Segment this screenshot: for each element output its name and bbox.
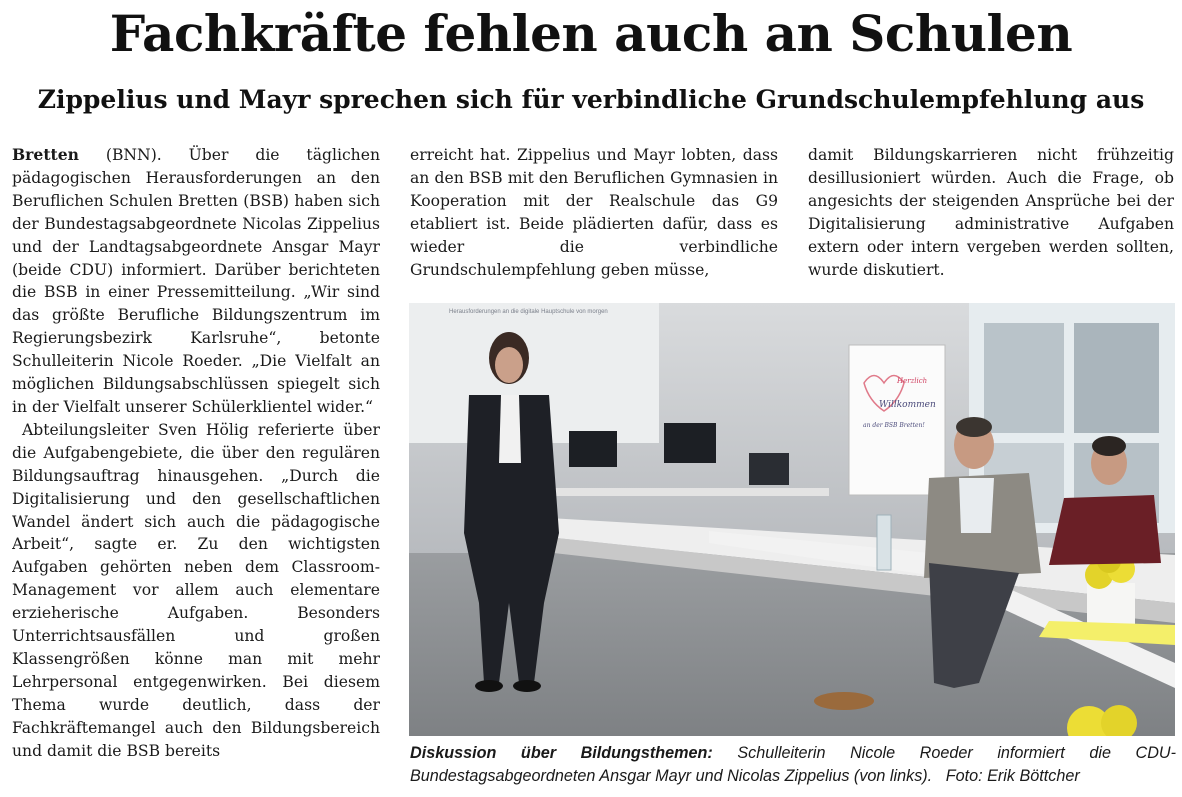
photo-caption xyxy=(410,742,1176,788)
flipchart-text: an der BSB Bretten! xyxy=(863,422,925,429)
headline: Fachkräfte fehlen auch an Schulen xyxy=(109,4,1073,63)
article-column-1 xyxy=(12,144,380,794)
article-paragraph: erreicht hat. Zippelius und Mayr lobten, dass an den BSB mit den Beruflichen Gymnasien in Kooperation mit der Realschule das G9 etabliert ist. Beide plädierten dafür, dass es wieder die verbindliche Grundschulempfehlung geben müsse, xyxy=(410,146,778,279)
article-column-2 xyxy=(410,144,778,281)
flower-pot xyxy=(1087,583,1135,627)
photo-credit: Foto: Erik Böttcher xyxy=(945,767,1080,785)
article-column-3 xyxy=(808,144,1174,281)
flipchart-text: Willkommen xyxy=(879,400,936,410)
paragraph-text: (BNN). Über die täglichen pädagogischen Herausforderungen an den Beruflichen Schulen Bretten (BSB) haben sich der Bundestagsabgeordnete Nicolas Zippelius und der Landtagsabgeordnete Ansgar Mayr (beide CDU) informiert. Darüber berichteten die BSB in einer Pressemitteilung. „Wir sind das größte Berufliche Bildungszentrum im Regierungsbezirk Karlsruhe“, betonte Schulleiterin Nicole Roeder. „Die Vielfalt an möglichen Bildungsabschlüssen spiegelt sich in der Vielfalt unserer Schülerklientel wider.“ xyxy=(12,146,380,416)
caption-lead: Diskussion über Bildungsthemen: xyxy=(410,744,713,762)
flipchart-text: Herzlich xyxy=(897,377,928,385)
article-paragraph: damit Bildungskarrieren nicht frühzeitig desillusioniert würden. Auch die Frage, ob angesichts der steigenden Ansprüche bei der Digitalisierung administrative Aufgaben extern oder intern vergeben werden sollten, wurde diskutiert. xyxy=(808,146,1174,279)
monitor xyxy=(664,423,716,463)
classroom-scene xyxy=(409,303,1175,736)
subheadline: Zippelius und Mayr sprechen sich für verbindliche Grundschulempfehlung aus xyxy=(37,85,1145,114)
monitor xyxy=(569,431,617,467)
article-paragraph: Abteilungsleiter Sven Hölig referierte über die Aufgabengebiete, die über den regulären Bildungsauftrag hinausgehen. „Durch die Digitalisierung und den gesellschaftlichen Wandel ändert sich auch die pädagogische Arbeit“, sagte er. Zu den wichtigsten Aufgaben gehörten neben dem Classroom-Management vor allem auch elementare erzieherische Aufgaben. Besonders Unterrichtsausfällen und großen Klassengrößen könne man mit mehr Lehrpersonal entgegenwirken. Bei diesem Thema wurde deutlich, dass der Fachkräftemangel auch den Bildungsbereich und damit die BSB bereits xyxy=(12,420,380,760)
chair xyxy=(749,453,789,485)
dateline: Bretten xyxy=(12,145,79,164)
water-bottle xyxy=(877,515,891,570)
screen-text: Herausforderungen an die digitale Hauptschule von morgen xyxy=(449,309,608,315)
flipchart xyxy=(849,345,945,495)
caption-text: Schulleiterin Nicole Roeder informiert die CDU-Bundestagsabgeordneten Ansgar Mayr und Nicolas Zippelius (von links). xyxy=(410,744,1176,785)
article-paragraph xyxy=(12,144,380,419)
news-photo xyxy=(409,303,1175,736)
